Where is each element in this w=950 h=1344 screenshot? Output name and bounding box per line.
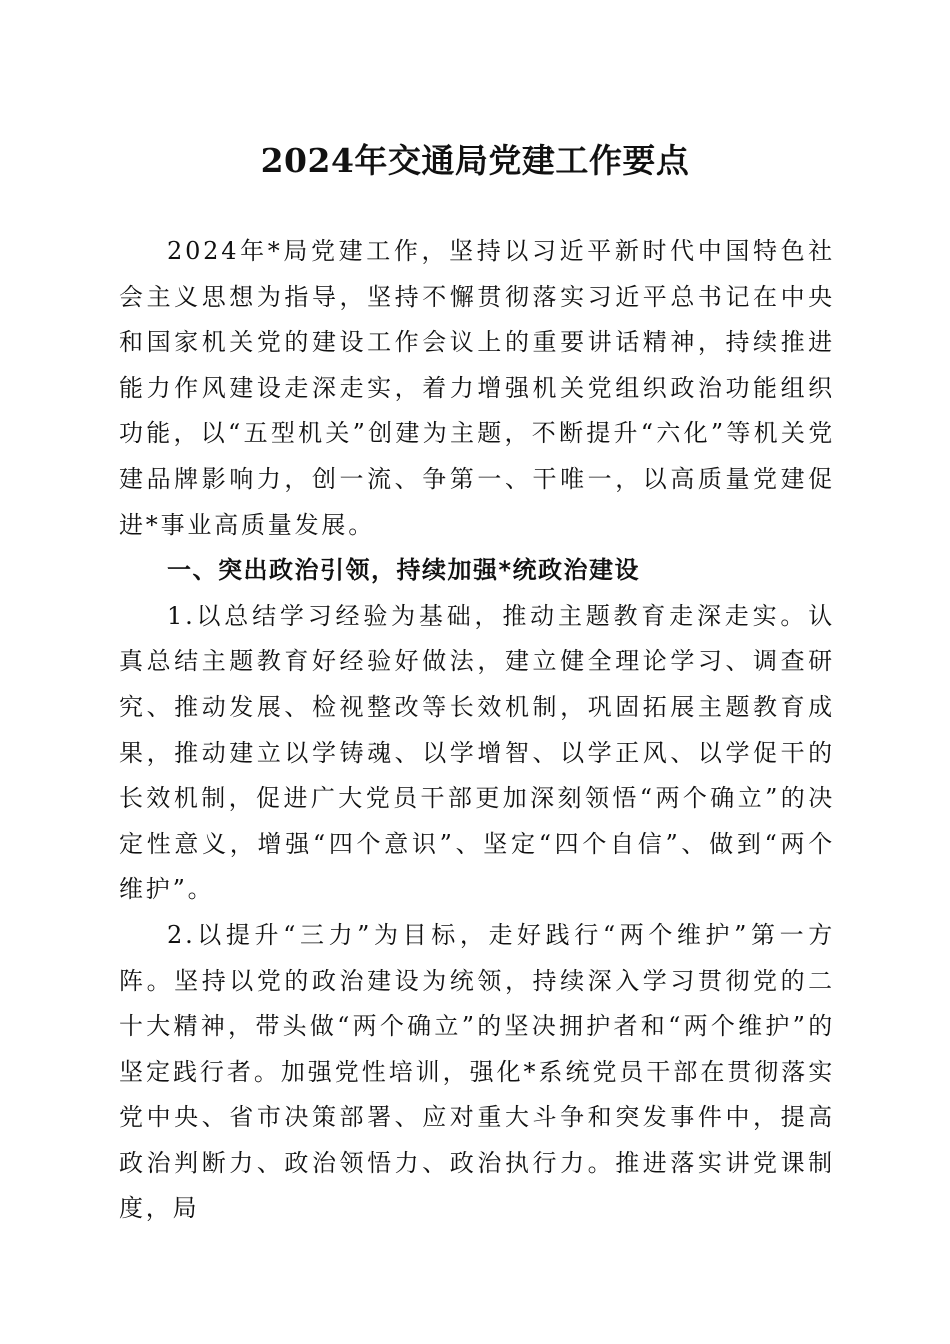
document-body: [119, 229, 835, 1232]
intro-paragraph: 2024年*局党建工作，坚持以习近平新时代中国特色社会主义思想为指导，坚持不懈贯彻落实习近平总书记在中央和国家机关党的建设工作会议上的重要讲话精神，持续推进能力作风建设走深走实，着力增强机关党组织政治功能组织功能，以“五型机关”创建为主题，不断提升“六化”等机关党建品牌影响力，创一流、争第一、干唯一，以高质量党建促进*事业高质量发展。: [119, 237, 835, 539]
section-heading-1: 一、突出政治引领，持续加强*统政治建设: [167, 556, 641, 585]
item-paragraph-1: 1.以总结学习经验为基础，推动主题教育走深走实。认真总结主题教育好经验好做法，建立健全理论学习、调查研究、推动发展、检视整改等长效机制，巩固拓展主题教育成果，推动建立以学铸魂、以学增智、以学正风、以学促干的长效机制，促进广大党员干部更加深刻领悟“两个确立”的决定性意义，增强“四个意识”、坚定“四个自信”、做到“两个维护”。: [119, 601, 835, 904]
document-title: 2024年交通局党建工作要点: [260, 141, 690, 180]
item-paragraph-2: 2.以提升“三力”为目标，走好践行“两个维护”第一方阵。坚持以党的政治建设为统领，持续深入学习贯彻党的二十大精神，带头做“两个确立”的坚决拥护者和“两个维护”的坚定践行者。加强党性培训，强化*系统党员干部在贯彻落实党中央、省市决策部署、应对重大斗争和突发事件中，提高政治判断力、政治领悟力、政治执行力。推进落实讲党课制度，局: [119, 920, 835, 1223]
